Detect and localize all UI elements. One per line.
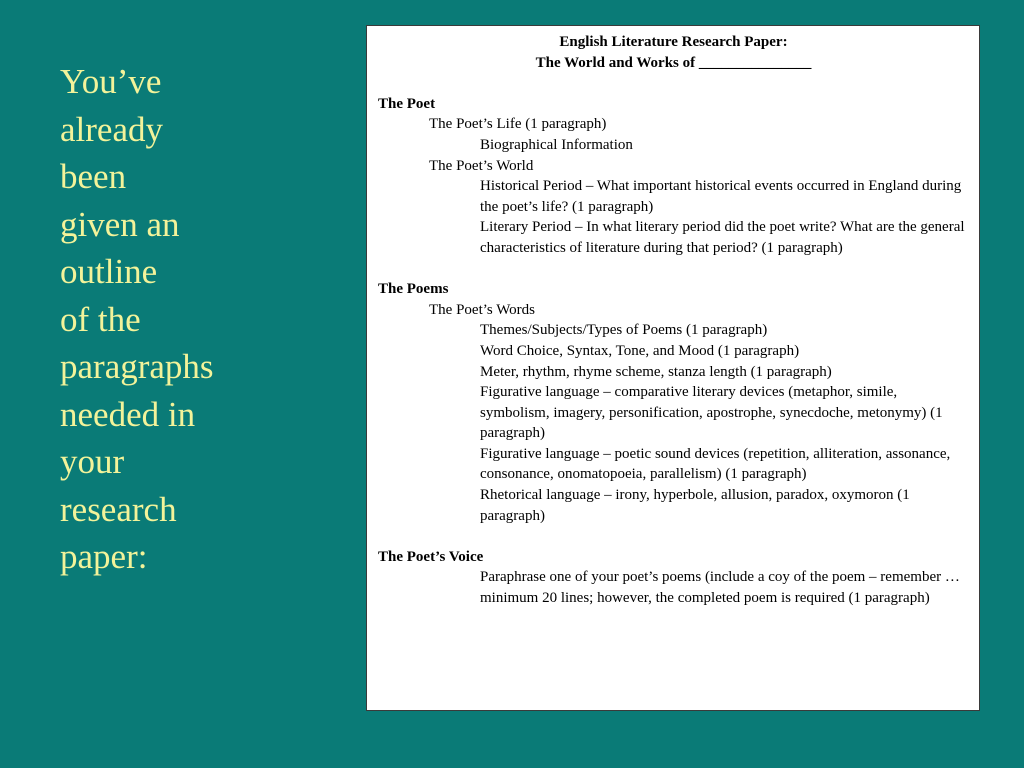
section-heading-poems: The Poems — [378, 281, 449, 298]
spacer — [378, 259, 969, 280]
spacer — [378, 73, 969, 94]
outline-item: The Poet’s World — [429, 157, 534, 174]
outline-document — [366, 25, 980, 711]
outline-item: Paraphrase one of your poet’s poems (include a coy of the poem – remember … minimum 20 lines; however, the completed poem is required (1 paragraph) — [480, 569, 960, 607]
outline-item: Meter, rhythm, rhyme scheme, stanza length (1 paragraph) — [480, 363, 832, 380]
document-title: English Literature Research Paper: — [559, 34, 788, 50]
intro-line: paragraphs — [60, 347, 214, 386]
outline-item: The Poet’s Life (1 paragraph) — [429, 116, 607, 133]
section-heading-voice: The Poet’s Voice — [378, 548, 484, 565]
outline-item: Word Choice, Syntax, Tone, and Mood (1 paragraph) — [480, 342, 800, 359]
outline-item: The Poet’s Words — [429, 301, 536, 318]
outline-item: Historical Period – What important historical events occurred in England during the poet’s life? (1 paragraph) — [480, 178, 962, 215]
intro-line: been — [60, 157, 127, 196]
intro-line: needed in — [60, 394, 196, 434]
intro-line: paper: — [60, 537, 148, 576]
outline-item: Rhetorical language – irony, hyperbole, allusion, paradox, oxymoron (1 paragraph) — [480, 487, 910, 524]
outline-item: Biographical Information — [480, 136, 633, 153]
slide-intro-text — [60, 58, 350, 581]
intro-line: already — [60, 109, 163, 149]
spacer — [378, 526, 969, 547]
section-heading-poet: The Poet — [378, 95, 436, 112]
intro-line: You’ve — [60, 62, 162, 101]
intro-line: research — [60, 489, 177, 529]
document-subtitle: The World and Works of _______________ — [535, 54, 812, 71]
outline-item: Literary Period – In what literary period did the poet write? What are the general characteristics of literature during that period? (1 paragraph) — [480, 219, 965, 256]
intro-line: outline — [60, 252, 158, 291]
outline-item: Figurative language – comparative literary devices (metaphor, simile, symbolism, imagery, personification, apostrophe, synecdoche, metonymy) (1 paragraph) — [480, 384, 943, 442]
outline-item: Themes/Subjects/Types of Poems (1 paragraph) — [480, 322, 768, 339]
intro-line: of the — [60, 299, 141, 339]
intro-line: your — [60, 442, 125, 481]
intro-line: given an — [60, 204, 180, 244]
outline-item: Figurative language – poetic sound devices (repetition, alliteration, assonance, consonance, onomatopoeia, parallelism) (1 paragraph) — [480, 445, 951, 483]
